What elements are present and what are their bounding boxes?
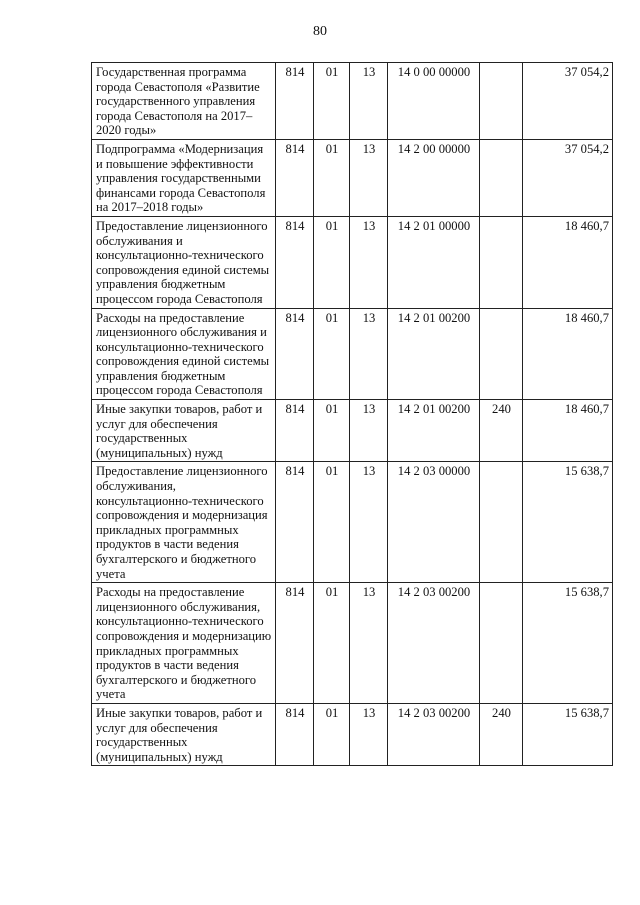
table-row [92, 216, 613, 308]
cell-subsection: 13 [350, 400, 388, 462]
cell-subsection: 13 [350, 462, 388, 583]
cell-section: 01 [314, 400, 350, 462]
page-number: 80 [313, 24, 327, 39]
budget-table [91, 62, 613, 766]
table-row [92, 400, 613, 462]
cell-name: Предоставление лицензионного обслуживания, консультационно-технического сопровождения и модернизация прикладных программных продуктов в части ведения бухгалтерского и бюджетного учета [92, 462, 276, 583]
cell-section: 01 [314, 703, 350, 765]
cell-section: 01 [314, 308, 350, 400]
cell-grbs: 814 [276, 308, 314, 400]
cell-grbs: 814 [276, 703, 314, 765]
cell-amount: 18 460,7 [523, 400, 613, 462]
cell-name: Государственная программа города Севастополя «Развитие государственного управления города Севастополя на 2017–2020 годы» [92, 63, 276, 140]
cell-target-article: 14 2 03 00000 [388, 462, 480, 583]
cell-expense-type [480, 308, 523, 400]
cell-expense-type [480, 63, 523, 140]
table-row [92, 139, 613, 216]
cell-amount: 18 460,7 [523, 308, 613, 400]
cell-amount: 37 054,2 [523, 63, 613, 140]
cell-target-article: 14 2 01 00200 [388, 400, 480, 462]
cell-section: 01 [314, 216, 350, 308]
cell-subsection: 13 [350, 583, 388, 704]
cell-expense-type: 240 [480, 703, 523, 765]
cell-target-article: 14 2 03 00200 [388, 703, 480, 765]
table-row [92, 583, 613, 704]
table-row [92, 63, 613, 140]
cell-grbs: 814 [276, 583, 314, 704]
table-row [92, 703, 613, 765]
cell-target-article: 14 0 00 00000 [388, 63, 480, 140]
cell-grbs: 814 [276, 462, 314, 583]
cell-subsection: 13 [350, 703, 388, 765]
cell-grbs: 814 [276, 139, 314, 216]
cell-expense-type [480, 583, 523, 704]
cell-name: Расходы на предоставление лицензионного обслуживания и консультационно-технического сопровождения единой системы управления бюджетным процессом города Севастополя [92, 308, 276, 400]
cell-expense-type [480, 216, 523, 308]
cell-section: 01 [314, 462, 350, 583]
cell-amount: 18 460,7 [523, 216, 613, 308]
cell-subsection: 13 [350, 308, 388, 400]
cell-section: 01 [314, 583, 350, 704]
cell-section: 01 [314, 139, 350, 216]
cell-target-article: 14 2 00 00000 [388, 139, 480, 216]
cell-amount: 37 054,2 [523, 139, 613, 216]
cell-grbs: 814 [276, 400, 314, 462]
cell-subsection: 13 [350, 216, 388, 308]
cell-target-article: 14 2 01 00200 [388, 308, 480, 400]
table-row [92, 308, 613, 400]
cell-name: Подпрограмма «Модернизация и повышение эффективности управления государственными финансами города Севастополя на 2017–2018 годы» [92, 139, 276, 216]
cell-name: Иные закупки товаров, работ и услуг для обеспечения государственных (муниципальных) нужд [92, 703, 276, 765]
cell-amount: 15 638,7 [523, 462, 613, 583]
cell-amount: 15 638,7 [523, 583, 613, 704]
cell-subsection: 13 [350, 63, 388, 140]
cell-name: Расходы на предоставление лицензионного обслуживания, консультационно-технического сопровождения и модернизацию прикладных программных продуктов в части ведения бухгалтерского и бюджетного учета [92, 583, 276, 704]
cell-grbs: 814 [276, 216, 314, 308]
cell-name: Иные закупки товаров, работ и услуг для обеспечения государственных (муниципальных) нужд [92, 400, 276, 462]
cell-grbs: 814 [276, 63, 314, 140]
table-row [92, 462, 613, 583]
budget-table-body [92, 63, 613, 766]
cell-section: 01 [314, 63, 350, 140]
cell-subsection: 13 [350, 139, 388, 216]
cell-expense-type [480, 139, 523, 216]
cell-name: Предоставление лицензионного обслуживания и консультационно-технического сопровождения единой системы управления бюджетным процессом города Севастополя [92, 216, 276, 308]
cell-amount: 15 638,7 [523, 703, 613, 765]
cell-target-article: 14 2 01 00000 [388, 216, 480, 308]
cell-expense-type: 240 [480, 400, 523, 462]
cell-target-article: 14 2 03 00200 [388, 583, 480, 704]
cell-expense-type [480, 462, 523, 583]
